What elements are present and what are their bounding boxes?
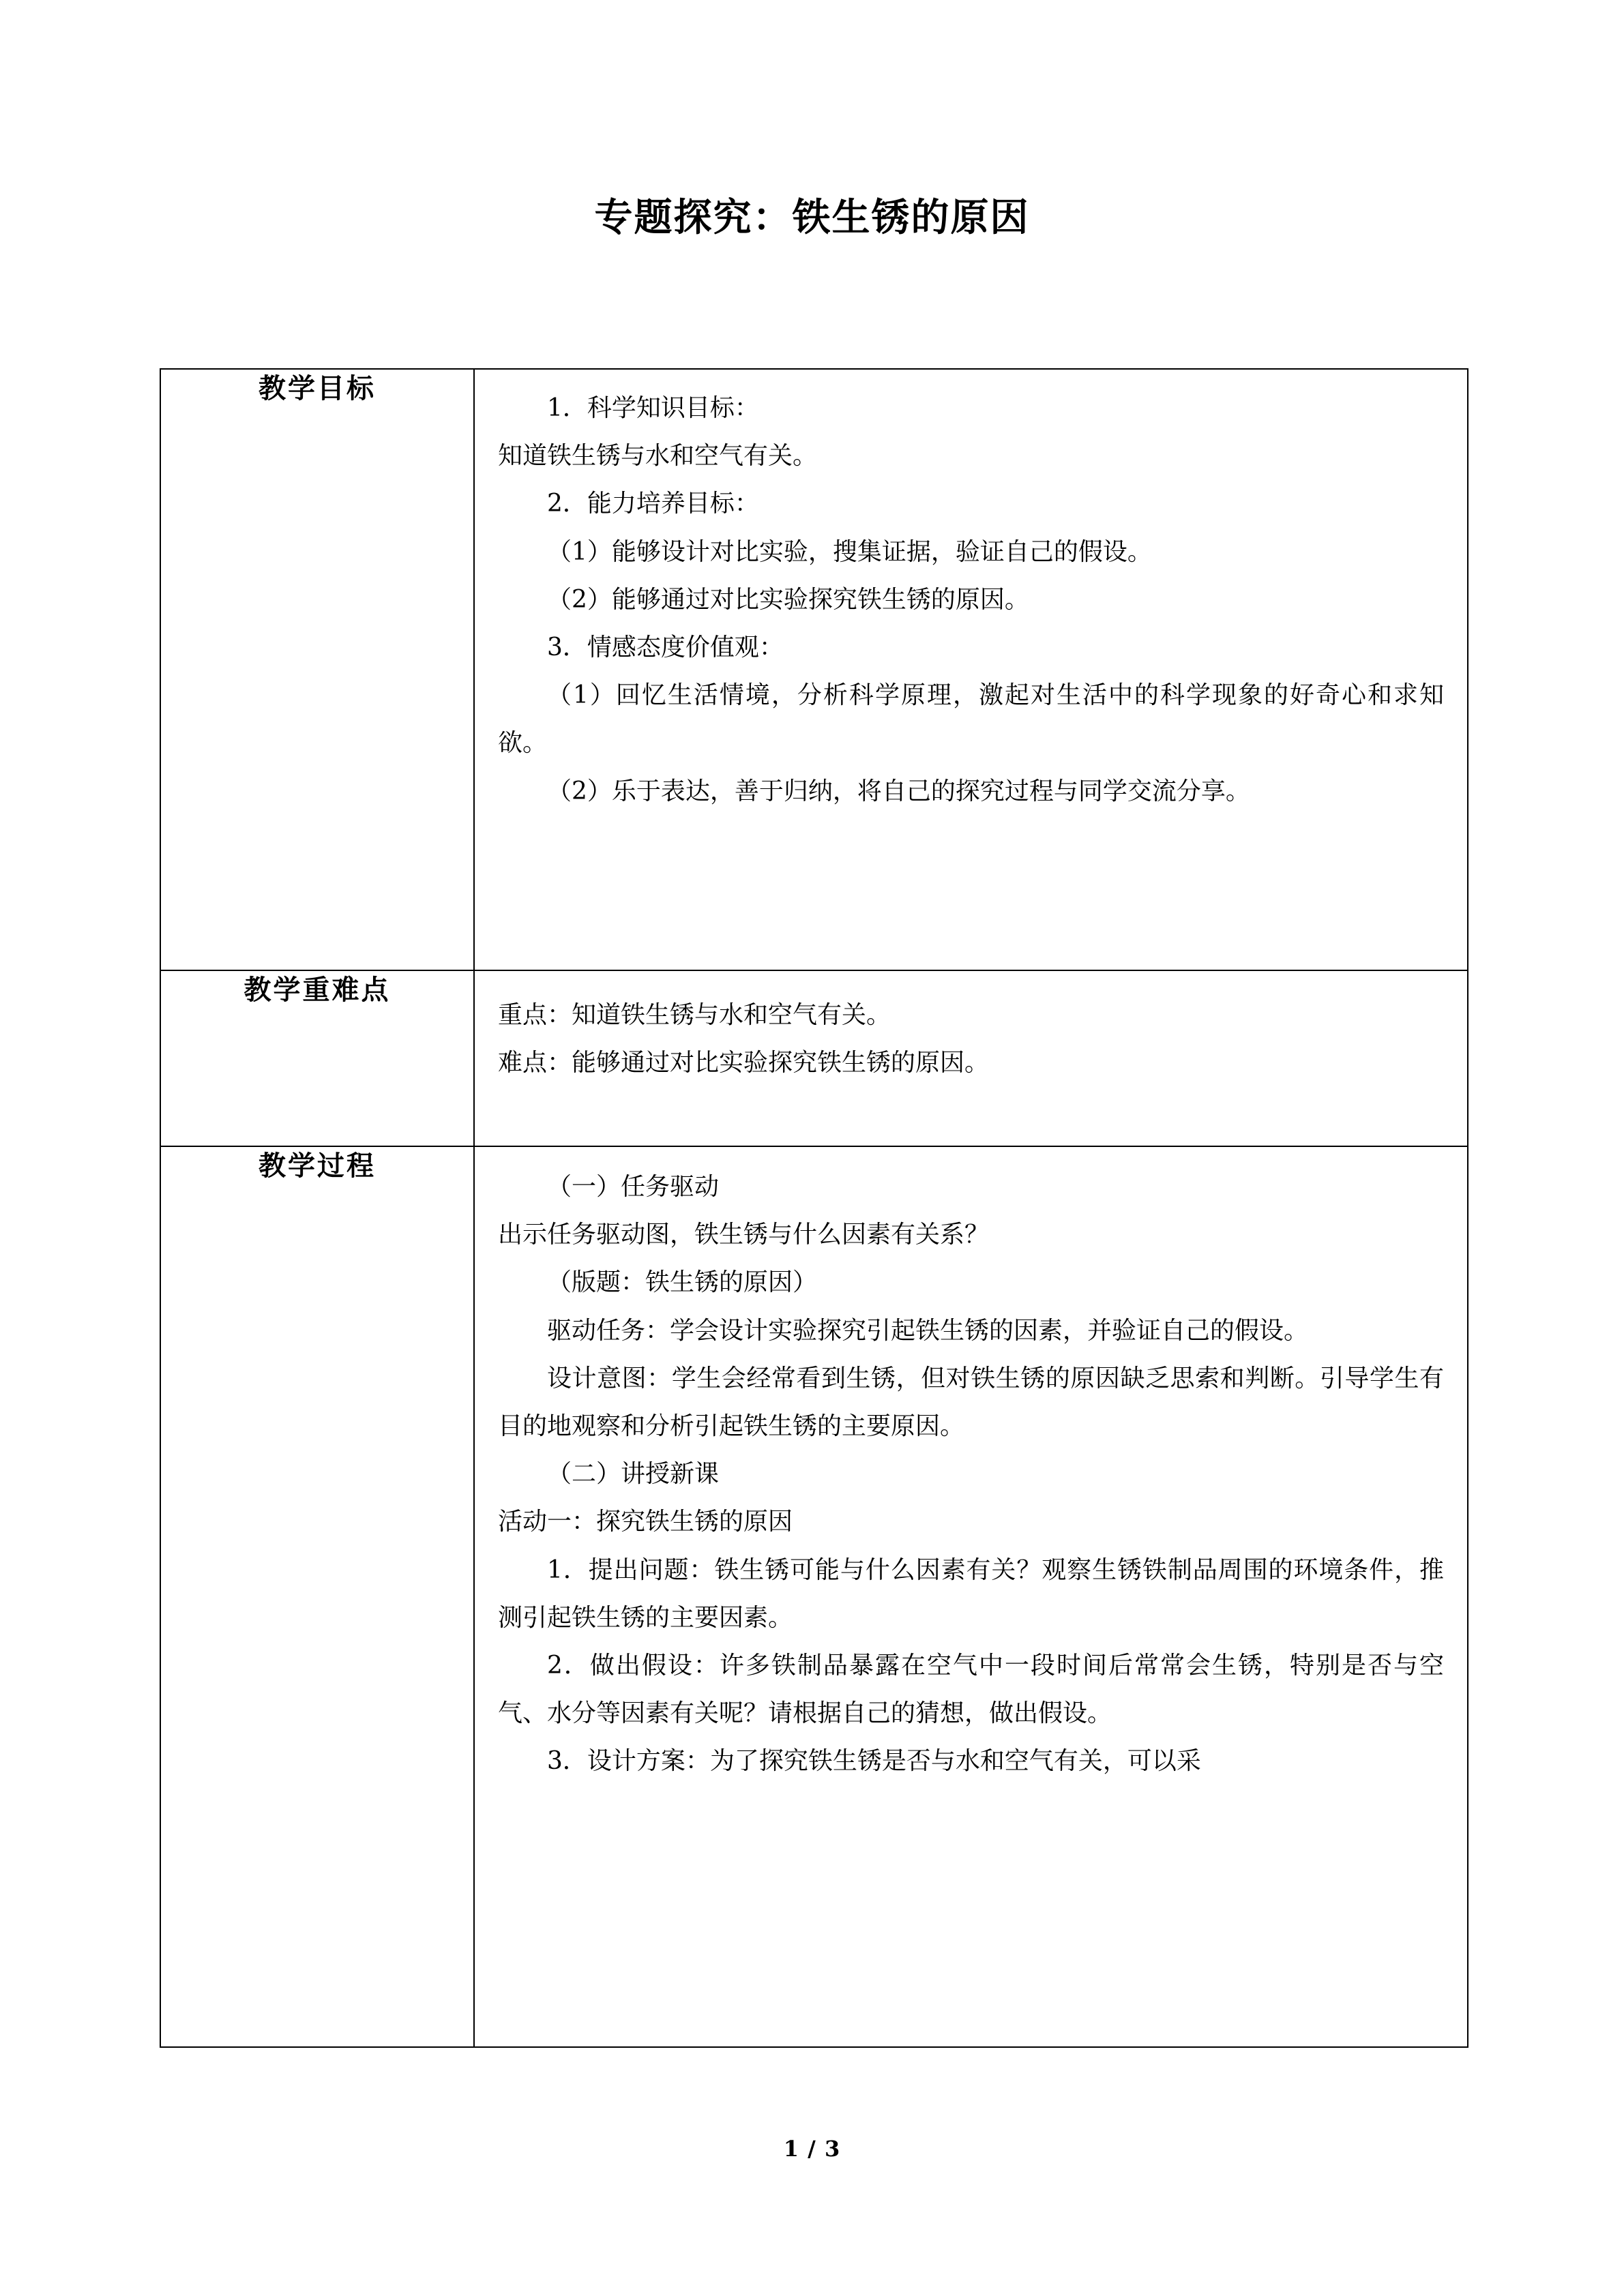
row-content-key-difficult-points <box>474 970 1468 1146</box>
paragraph: （版题：铁生锈的原因） <box>547 1268 818 1297</box>
paragraph: （2）能够通过对比实验探究铁生锈的原因。 <box>547 585 1029 614</box>
table-row <box>160 369 1468 970</box>
paragraph: 知道铁生锈与水和空气有关。 <box>498 442 818 471</box>
paragraph: 活动一：探究铁生锈的原因 <box>498 1508 793 1536</box>
row-label-teaching-process: 教学过程 <box>160 1146 474 2047</box>
cell-text-block <box>475 971 1467 1105</box>
table-row <box>160 1146 1468 2047</box>
paragraph: 2．做出假设：许多铁制品暴露在空气中一段时间后常常会生锈，特别是否与空气、水分等因素有关呢？请根据自己的猜想，做出假设。 <box>498 1651 1444 1728</box>
paragraph: 难点：能够通过对比实验探究铁生锈的原因。 <box>498 1049 990 1077</box>
paragraph: 重点：知道铁生锈与水和空气有关。 <box>498 1001 891 1029</box>
paragraph: （1）能够设计对比实验，搜集证据，验证自己的假设。 <box>547 537 1152 566</box>
paragraph: （1）回忆生活情境，分析科学原理，激起对生活中的科学现象的好奇心和求知欲。 <box>498 681 1444 758</box>
paragraph: 出示任务驱动图，铁生锈与什么因素有关系？ <box>498 1221 990 1249</box>
paragraph: 1．科学知识目标： <box>547 394 759 422</box>
paragraph: （一）任务驱动 <box>547 1173 720 1201</box>
paragraph: 驱动任务：学会设计实验探究引起铁生锈的因素，并验证自己的假设。 <box>547 1316 1309 1345</box>
paragraph: （二）讲授新课 <box>547 1460 720 1489</box>
cell-text-block <box>475 370 1467 833</box>
row-content-teaching-objectives <box>474 369 1468 970</box>
row-label-teaching-objectives: 教学目标 <box>160 369 474 970</box>
paragraph: 2．能力培养目标： <box>547 490 759 518</box>
cell-text-block <box>475 1147 1467 1803</box>
row-label-key-difficult-points: 教学重难点 <box>160 970 474 1146</box>
lesson-plan-table <box>160 368 1468 2048</box>
row-content-teaching-process <box>474 1146 1468 2047</box>
paragraph: 3．情感态度价值观： <box>547 633 784 661</box>
paragraph: 设计意图：学生会经常看到生锈，但对铁生锈的原因缺乏思索和判断。引导学生有目的地观察和分析引起铁生锈的主要原因。 <box>498 1364 1444 1440</box>
page-number: 1 / 3 <box>783 2136 841 2162</box>
paragraph: 1．提出问题：铁生锈可能与什么因素有关？观察生锈铁制品周围的环境条件，推测引起铁生锈的主要因素。 <box>498 1555 1444 1632</box>
paragraph: 3．设计方案：为了探究铁生锈是否与水和空气有关，可以采 <box>547 1747 1201 1776</box>
page-title: 专题探究：铁生锈的原因 <box>594 195 1030 240</box>
table-row <box>160 970 1468 1146</box>
paragraph: （2）乐于表达，善于归纳，将自己的探究过程与同学交流分享。 <box>547 777 1250 805</box>
